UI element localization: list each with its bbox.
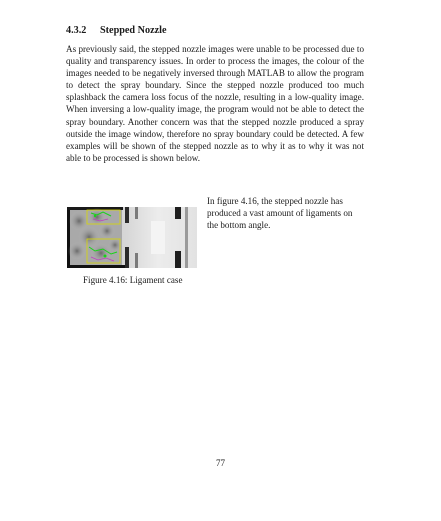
- section-number: 4.3.2: [66, 25, 87, 36]
- page-number: 77: [215, 458, 226, 468]
- side-paragraph: In figure 4.16, the stepped nozzle has produced a vast amount of ligaments on the bottom angle.: [207, 196, 353, 231]
- section-title: Stepped Nozzle: [100, 25, 167, 36]
- spray-image-graphic: [67, 207, 197, 268]
- section-heading: [66, 25, 167, 36]
- ligament-figure-image: [67, 207, 197, 268]
- figure-caption: Figure 4.16: Ligament case: [83, 275, 183, 285]
- body-paragraph: As previously said, the stepped nozzle images were unable to be processed due to quality and transparency issues. In order to process the images, the colour of the images needed to be negatively inversed through MATLAB to allow the program to detect the spray boundary. Since the stepped nozzle produced too much splashback the camera loss focus of the nozzle, resulting in a low-quality image. When inversing a low-quality image, the program would not be able to detect the spray boundary. Another concern was that the stepped nozzle produced a spray outside the image window, therefore no spray boundary could be detected. A few examples will be shown of the stepped nozzle as to why it as to why it was not able to be processed is shown below.: [66, 44, 364, 163]
